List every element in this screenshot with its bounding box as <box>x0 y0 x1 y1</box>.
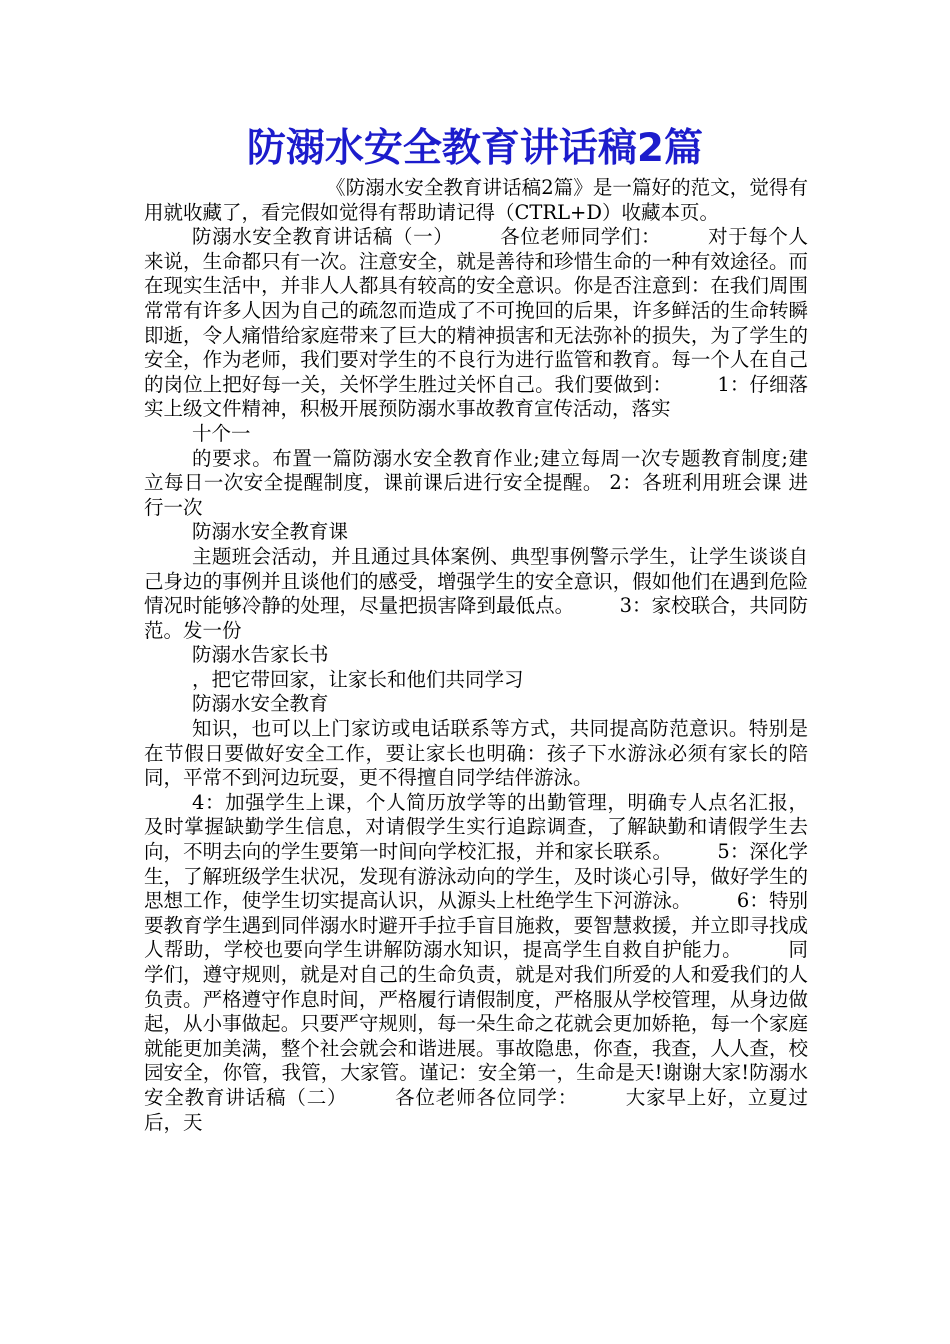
document-body <box>144 176 808 1135</box>
body-paragraph: 4：加强学生上课，个人简历放学等的出勤管理，明确专人点名汇报，及时掌握缺勤学生信息，对请假学生实行追踪调查，了解缺勤和请假学生去向，不明去向的学生要第一时间向学校汇报，并和家长联系。 5：深化学生，了解班级学生状况，发现有游泳动向的学生，及时谈心引导，做好学生的思想工作，使学生切实提高认识，从源头上杜绝学生下河游泳。 6：特别要教育学生遇到同伴溺水时避开手拉手盲目施救，要智慧救援，并立即寻找成人帮助，学校也要向学生讲解防溺水知识，提高学生自救自护能力。 同学们，遵守规则，就是对自己的生命负责，就是对我们所爱的人和爱我们的人负责。严格遵守作息时间，严格履行请假制度，严格服从学校管理，从身边做起，从小事做起。只要严守规则，每一朵生命之花就会更加娇艳，每一个家庭就能更加美满，整个社会就会和谐进展。事故隐患，你查，我查，人人查，校园安全，你管，我管，大家管。谨记：安全第一，生命是天!谢谢大家!防溺水安全教育讲话稿（二） 各位老师各位同学： 大家早上好，立夏过后，天 <box>144 790 808 1134</box>
body-paragraph: ，把它带回家，让家长和他们共同学习 <box>192 667 524 691</box>
body-paragraph: 防溺水安全教育讲话稿（一） 各位老师同学们： 对于每个人来说，生命都只有一次。注意安全，就是善待和珍惜生命的一种有效途径。而在现实生活中，并非人人都具有较高的安全意识。你是否注意到：在我们周围常常有许多人因为自己的疏忽而造成了不可挽回的后果，许多鲜活的生命转瞬即逝，令人痛惜给家庭带来了巨大的精神损害和无法弥补的损失，为了学生的安全，作为老师，我们要对学生的不良行为进行监管和教育。每一个人在自己的岗位上把好每一关，关怀学生胜过关怀自己。我们要做到： 1：仔细落实上级文件精神，积极开展预防溺水事故教育宣传活动，落实 <box>144 225 808 421</box>
body-paragraph: 防溺水告家长书 <box>192 643 329 667</box>
body-paragraph: 防溺水安全教育课 <box>192 520 349 544</box>
body-paragraph: 的要求。布置一篇防溺水安全教育作业;建立每周一次专题教育制度;建立每日一次安全提醒制度，课前课后进行安全提醒。 2：各班利用班会课 进行一次 <box>144 446 808 519</box>
body-paragraph: 十个一 <box>192 421 251 445</box>
body-paragraph: 知识，也可以上门家访或电话联系等方式，共同提高防范意识。特别是在节假日要做好安全工作，要让家长也明确：孩子下水游泳必须有家长的陪同，平常不到河边玩耍，更不得擅自同学结伴游泳。 <box>144 717 808 790</box>
document-title: 防溺水安全教育讲话稿2篇 <box>246 126 704 171</box>
intro-paragraph: 《防溺水安全教育讲话稿2篇》是一篇好的范文，觉得有用就收藏了，看完假如觉得有帮助请记得（CTRL+D）收藏本页。 <box>144 176 808 224</box>
body-paragraph: 防溺水安全教育 <box>192 692 329 716</box>
body-paragraph: 主题班会活动，并且通过具体案例、典型事例警示学生，让学生谈谈自己身边的事例并且谈他们的感受，增强学生的安全意识，假如他们在遇到危险情况时能够冷静的处理，尽量把损害降到最低点。 3：家校联合，共同防范。发一份 <box>144 544 808 642</box>
